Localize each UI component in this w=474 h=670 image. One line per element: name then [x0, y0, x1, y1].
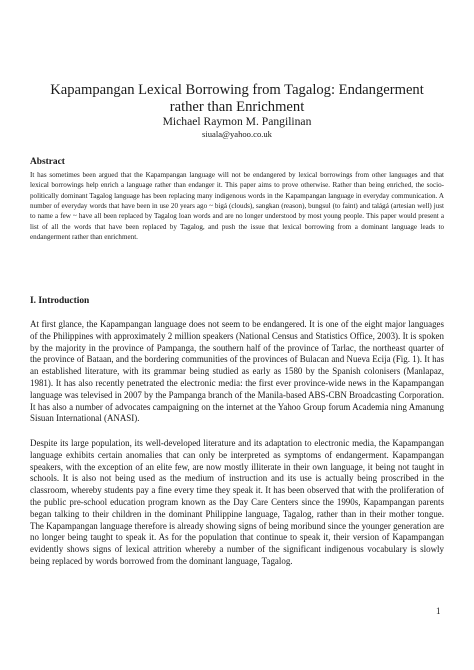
body-paragraph: Despite its large population, its well-developed literature and its adaptation to electronic media, the Kapampangan language exhibits certain anomalies that can only be interpreted as symptoms of endangerment. Kapampangan speakers, with the exception of an elite few, are now mostly illiterate in their own language, it being not taught in schools. It is also not being used as the medium of instruction and its use is actually being proscribed in the classroom, whereby students pay a fine every time they speak it. It has been observed that with the proliferation of the public pre-school education program known as the Day Care Centers since the 1990s, Kapampangan parents began talking to their children in the dominant Philippine language, Tagalog, rather than in their mother tongue. The Kapampangan language therefore is already showing signs of being moribund since the younger generation are no longer being taught to speak it. As for the population that continue to speak it, their version of Kapampangan evidently shows signs of lexical attrition whereby a number of the significant indigenous vocabulary is slowly being replaced by words borrowed from the dominant language, Tagalog. [30, 438, 444, 566]
abstract-text: It has sometimes been argued that the Kapampangan language will not be endangered by lexical borrowings from other languages and that lexical borrowings help enrich a language rather than endanger it. This paper aims to prove otherwise. Rather than being enriched, the socio-politically dominant Tagalog language has been replacing many indigenous words in the Kapampangan language in everyday communication. A number of everyday words that have been in use 20 years ago ~ bigá (clouds), sangkan (reason), bungsul (to faint) and talágá (artesian well) just to name a few ~ have all been replaced by Tagalog loan words and are no longer understood by most young people. This paper would present a list of all the words that have been replaced by Tagalog, and push the issue that lexical borrowing from a dominant language leads to endangerment rather than enrichment. [30, 171, 444, 242]
page-number: 1 [436, 606, 441, 616]
author-name: Michael Raymon M. Pangilinan [162, 115, 312, 128]
section-heading-introduction: I. Introduction [30, 296, 90, 306]
author-email: siuala@yahoo.co.uk [202, 129, 272, 139]
abstract-heading: Abstract [30, 157, 65, 167]
body-paragraph: At first glance, the Kapampangan language does not seem to be endangered. It is one of the eight major languages of the Philippines with approximately 2 million speakers (National Census and Statistics Office, 2003). It is spoken by the majority in the province of Pampanga, the southern half of the province of Tarlac, the northeast quarter of the province of Bataan, and the bordering communities of the provinces of Bulacan and Nueva Ecija (Fig. 1). It has an established literature, with its grammar being studied as early as 1580 by the Spanish colonisers (Manlapaz, 1981). It has also recently penetrated the electronic media: the first ever province-wide news in the Kapampangan language was televised in 2007 by the Pampanga branch of the Manila-based ABS-CBN Broadcasting Corporation. It has also a number of advocates campaigning on the internet at the Yahoo Group forum Academia ning Amanung Sisuan International (ANASI). [30, 319, 444, 424]
paper-title: Kapampangan Lexical Borrowing from Tagalog: Endangerment rather than Enrichment [50, 82, 424, 115]
